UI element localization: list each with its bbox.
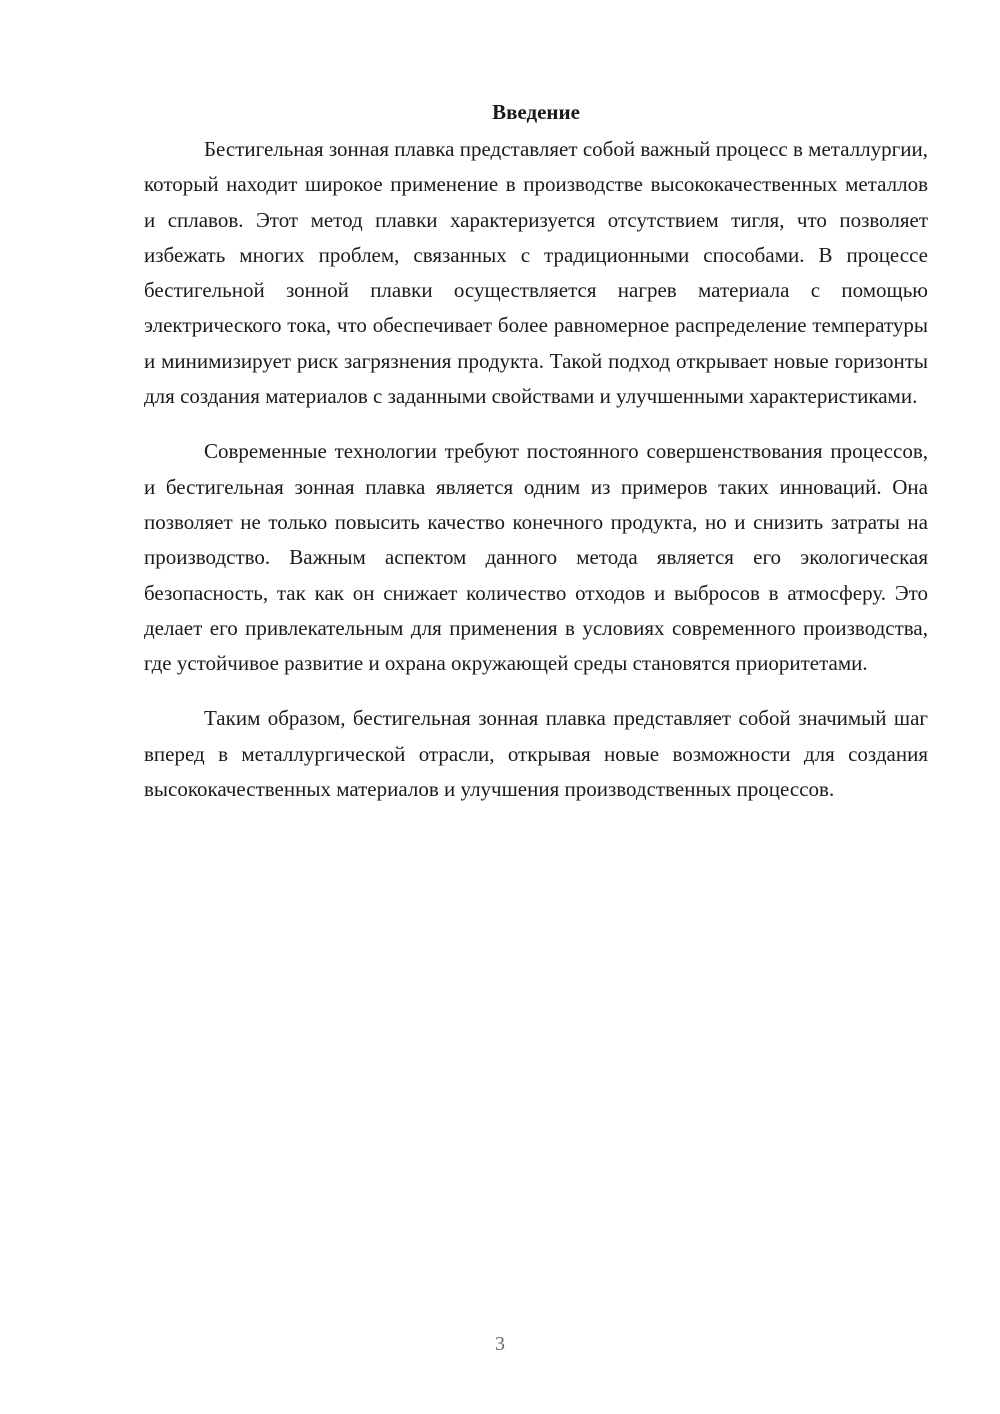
paragraph-3: Таким образом, бестигельная зонная плавка представляет собой значимый шаг вперед в металлургической отрасли, открывая новые возможности для создания высококачественных материалов и улучшения производственных процессов. [144, 706, 928, 802]
page-content [144, 96, 928, 827]
page-number: 3 [495, 1333, 505, 1355]
paragraph-2: Современные технологии требуют постоянного совершенствования процессов, и бестигельная зонная плавка является одним из примеров таких инноваций. Она позволяет не только повысить качество конечного продукта, но и снизить затраты на производство. Важным аспектом данного метода является его экологическая безопасность, так как он снижает количество отходов и выбросов в атмосферу. Это делает его привлекательным для применения в условиях современного производства, где устойчивое развитие и охрана окружающей среды становятся приоритетами. [144, 439, 928, 676]
section-title: Введение [492, 100, 580, 124]
paragraph-1: Бестигельная зонная плавка представляет собой важный процесс в металлургии, который находит широкое применение в производстве высококачественных металлов и сплавов. Этот метод плавки характеризуется отсутствием тигля, что позволяет избежать многих проблем, связанных с традиционными способами. В процессе бестигельной зонной плавки осуществляется нагрев материала с помощью электрического тока, что обеспечивает более равномерное распределение температуры и минимизирует риск загрязнения продукта. Такой подход открывает новые горизонты для создания материалов с заданными свойствами и улучшенными характеристиками. [144, 137, 928, 409]
